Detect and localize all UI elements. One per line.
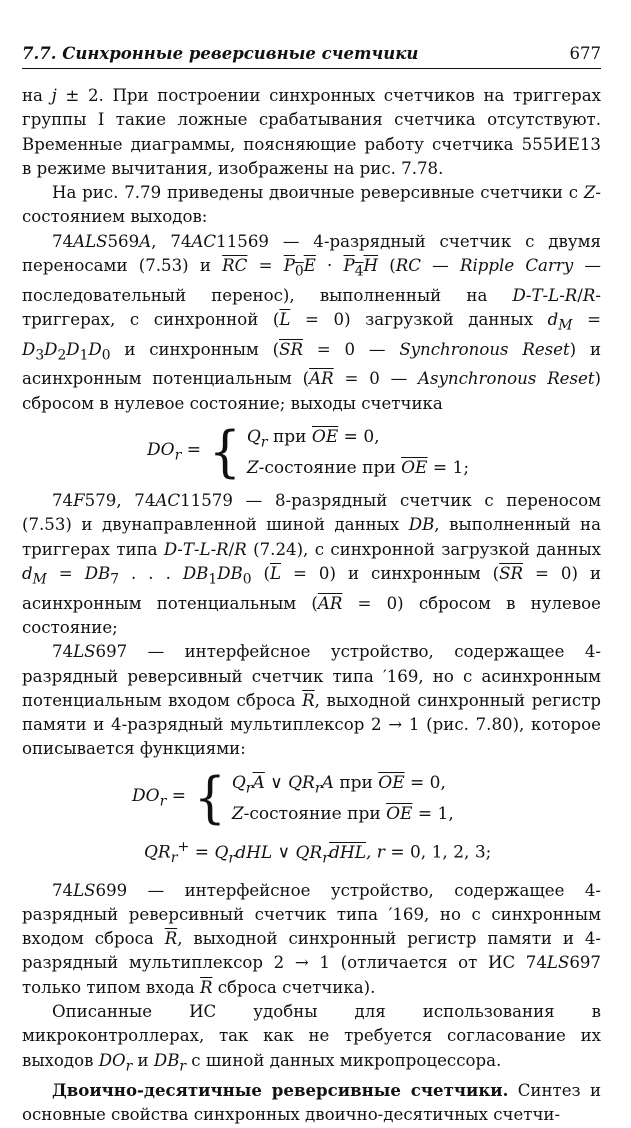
body-text <box>22 84 601 1128</box>
equation-dor-mux: $DO_r$ = { $Q_r\overline{A}$ ∨ $QR_rA$ при $\overline{OE} = 0$, Z-состояние при $\overline{OE} = 1$, <box>132 766 454 831</box>
header-rule <box>22 68 601 69</box>
equation-qr: $QR_r^+ = Q_rdHL$ ∨ $QR_r\overline{dHL}$, r = 0, 1, 2, 3; <box>144 839 492 867</box>
paragraph: Двоично-десятичные реверсивные счетчики. Синтез и основные свойства синхронных двоично-десятичных счетчи- <box>22 1080 601 1125</box>
paragraph: 74ALS569A, 74AC11569 — 4-разрядный счетчик с двумя переносами (7.53) и $\overline{RC} = P_0E \cdot P_4H$ (RC — Ripple Carry — последовательный перенос), выполненный на D-T-L-R/R-триггерах, с синхронной $(\overline{L} = 0)$ загрузкой данных $d_M = D_3D_2D_1D_0$ и синхронным ($\overline{SR} = 0$ — Synchronous Reset) и асинхронным потенциальным ($\overline{AR} = 0$ — Asynchronous Reset) сбросом в нулевое состояние; выходы счетчика <box>22 231 602 413</box>
paragraph: 74F579, 74AC11579 — 8-разрядный счетчик с переносом (7.53) и двунаправленной шиной данных DB, выполненный на триггерах типа D-T-L-R/R (7.24), с синхронной загрузкой данных $d_M = DB_7$ . . . $DB_1DB_0$ $(\overline{L} = 0)$ и синхронным $(\overline{SR} = 0)$ и асинхронным потенциальным $(\overline{AR} = 0)$ сбросом в нулевое состояние; <box>22 491 602 637</box>
paragraph: 74LS699 — интерфейсное устройство, содержащее 4-разрядный реверсивный счетчик типа ′169, но с синхронным входом сброса $\overline{R}$, выходной синхронный регистр памяти и 4-разрядный мультиплексор 2 → 1 (отличается от ИС 74LS697 только типом входа $\overline{R}$ сброса счетчика). <box>22 880 601 997</box>
paragraph: Описанные ИС удобны для использования в микроконтроллерах, так как не требуется согласование их выходов $DO_r$ и $DB_r$ с шиной данных микропроцессора. <box>22 1001 601 1074</box>
running-header <box>22 44 601 63</box>
page-number: 677 <box>569 44 601 63</box>
section-title: 7.7. Синхронные реверсивные счетчики <box>22 44 419 63</box>
paragraph: на j ± 2. При построении синхронных счетчиков на триггерах группы I такие ложные срабатывания счетчика отсутствуют. Временные диаграммы, поясняющие работу счетчика 555ИЕ13 в режиме вычитания, изображены на рис. 7.78. <box>22 86 601 178</box>
equation-dor: $DO_r$ = { $Q_r$ при $\overline{OE} = 0$, Z-состояние при $\overline{OE} = 1$; <box>147 420 470 485</box>
paragraph: 74LS697 — интерфейсное устройство, содержащее 4-разрядный реверсивный счетчик типа ′169, но с асинхронным потенциальным входом сброса $\overline{R}$, выходной синхронный регистр памяти и 4-разрядный мультиплексор 2 → 1 (рис. 7.80), которое описывается функциями: <box>22 642 601 759</box>
paragraph: На рис. 7.79 приведены двоичные реверсивные счетчики с Z-состоянием выходов: <box>22 183 601 227</box>
